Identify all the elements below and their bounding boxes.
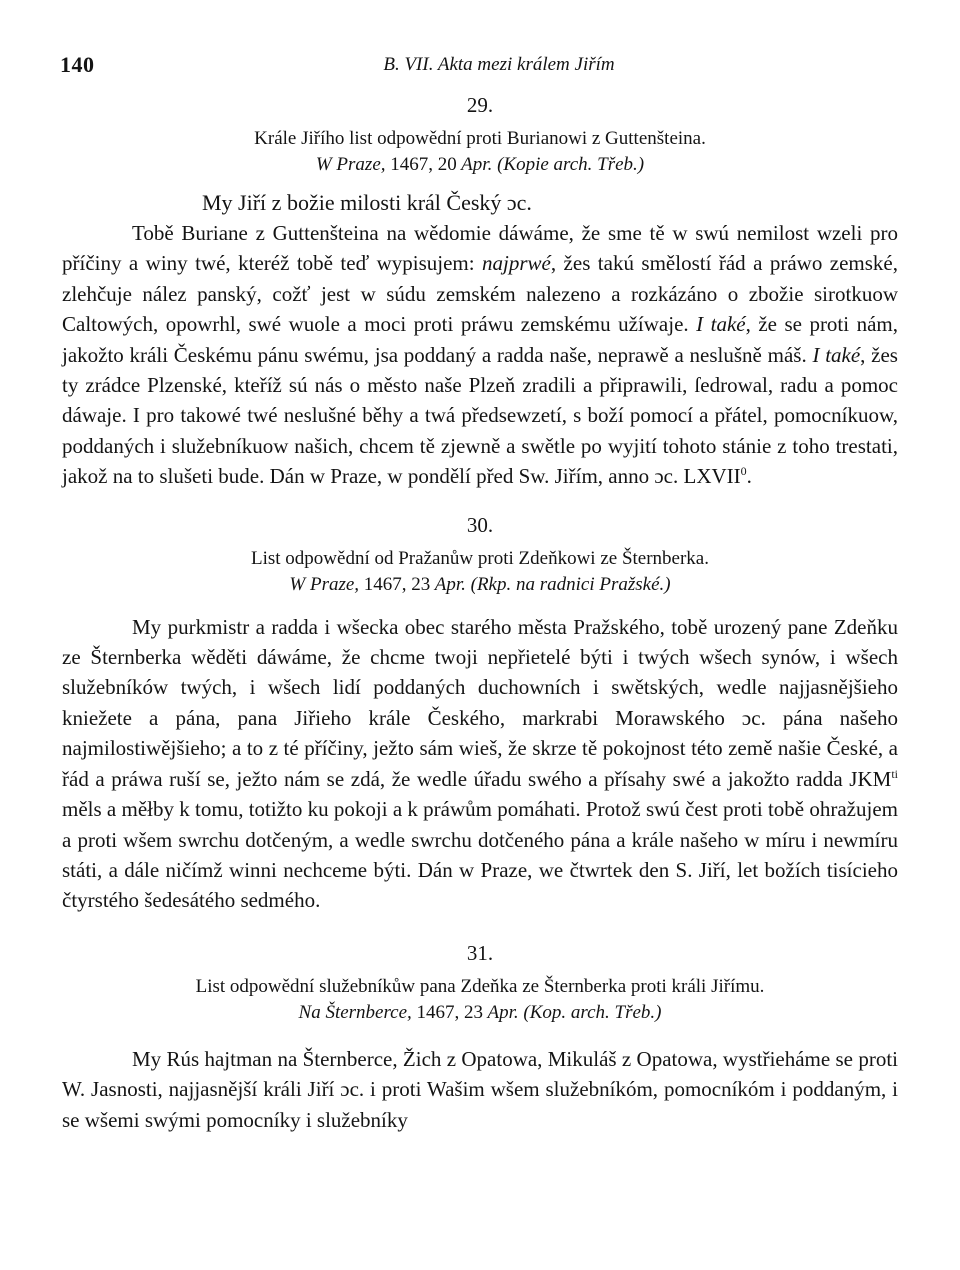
body-text-italic: I také xyxy=(696,312,746,337)
source-month: Apr. xyxy=(487,1001,519,1023)
source-note: (Kop. arch. Třeb.) xyxy=(523,1001,662,1023)
source-date: 1467, 23 xyxy=(363,573,431,595)
body-text-part: Tobě Buriane z Guttenšteina na wědomie dáwáme, že sme tě w swú nemilost wzeli pro příčiny a winy twé, kteréž tobě teď wypisujem: xyxy=(62,221,898,276)
body-text-part: , žes takú smělostí řád a práwo zemské, zlehčuje nález panský, cožť jest w súdu zemském nalezeno a rozkázáno o zbožie sirotkuow Caltowých, opowrhl, swé wuole a moci proti práwu zemskému užíwaje. xyxy=(62,251,898,337)
document-29 xyxy=(62,92,898,492)
document-body xyxy=(62,612,898,916)
document-title: List odpowědní od Pražanůw proti Zdeňkowi ze Šternberka. xyxy=(251,547,709,569)
document-body xyxy=(62,218,898,492)
body-text-italic: najprwé xyxy=(482,251,551,276)
running-head: B. VII. Akta mezi králem Jiřím xyxy=(383,54,615,75)
book-page xyxy=(62,52,898,1135)
body-text-part: měls a měłby k tomu, totižto ku pokoji a k práwům pomáhati. Protož swú čest proti tobě ohražujem a proti wšem swrchu dotčeným, a wedle swrchu dotčeného pána a krále našeho w míru i newmíru státi, a dále ničímž winni nechceme býti. Dán w Praze, we čtwrtek den S. Jiří, let božích tisícieho čtyrstého šedesátého sedmého. xyxy=(62,797,898,913)
body-text-part: , že se proti nám, jakožto králi Českému pánu swému, jsa poddaný a radda naše, neprawě a neslušně máš. xyxy=(62,312,898,367)
body-text-part: , žes ty zrádce Plzenské, kteříž sú nás o město naše Plzeň zradili a připrawili, ſedrowal, radu a pomoc dáwaje. I pro takowé twé neslušné běhy a twá předsewzetí, s boží pomocí a přátel, pomocníkuow, poddaných i služebníkuow našich, chcem tě zjewně a swětle po wyjití tohoto stánie z toho trestati, jakož na to slušeti bude. Dán w Praze, w pondělí před Sw. Jiřím, anno ɔc. LXVII xyxy=(62,342,898,489)
superscript: ti xyxy=(891,766,898,781)
document-31 xyxy=(62,940,898,1135)
source-month: Apr. xyxy=(434,573,466,595)
document-30 xyxy=(62,512,898,916)
document-source xyxy=(62,152,898,178)
source-date: 1467, 23 xyxy=(416,1001,484,1023)
body-text-part: My purkmistr a radda i wšecka obec starého města Pražského, tobě urozený pane Zdeňku ze Šternberka wěděti dáwáme, že chcme twoji nepřietelé býti i twých wšech synów, i wšech služebníków twých, i wšech lidí poddaných duchowních i swětských, wedle najjasnějšieho kniežete a pána, pana Jiřieho krále Českého, markrabi Morawského ɔc. pána našeho najmilostiwějšieho; a to z té příčiny, ježto sám wieš, že skrze tě pokojnost této země našie České, a řád a práwa ruší se, ježto nám se zdá, že wedle úřadu swého a přísahy swé a jakožto radda JKM xyxy=(62,614,898,791)
page-number: 140 xyxy=(60,52,95,77)
source-month: Apr. xyxy=(461,154,493,175)
body-text-part: My Rús hajtman na Šternberce, Žich z Opatowa, Mikuláš z Opatowa, wystřiehámе se proti W. Jasnosti, najjasnější králi Jiří ɔc. i proti Wašim wšem služebníkóm, pomocníkóm i poddaným, i se wšemi swými pomocníky i služebníky xyxy=(62,1046,898,1132)
source-place: Na Šternberce, xyxy=(298,1001,412,1023)
page-header xyxy=(62,52,898,92)
superscript: 0 xyxy=(740,464,747,479)
source-date: 1467, 20 xyxy=(390,154,457,175)
document-body xyxy=(62,1044,898,1135)
document-source xyxy=(62,1000,898,1026)
source-note: (Rkp. na radnici Pražské.) xyxy=(470,573,671,595)
document-source xyxy=(62,572,898,598)
document-title: Krále Jiřího list odpowědní proti Burianowi z Guttenšteina. xyxy=(254,128,706,149)
source-note: (Kopie arch. Třeb.) xyxy=(497,154,645,175)
document-number: 30. xyxy=(466,512,494,537)
source-place: W Praze, xyxy=(289,573,360,595)
body-text-part: . xyxy=(746,464,752,489)
body-text-italic: I také xyxy=(812,342,861,367)
document-title: List odpowědní služebníkůw pana Zdeňka ze Šternberka proti králi Jiřímu. xyxy=(195,975,765,997)
document-number: 29. xyxy=(466,93,494,117)
document-number: 31. xyxy=(466,940,494,965)
source-place: W Praze, xyxy=(315,154,386,175)
document-salutation: My Jiří z božie milosti král Český ɔc. xyxy=(202,190,532,215)
